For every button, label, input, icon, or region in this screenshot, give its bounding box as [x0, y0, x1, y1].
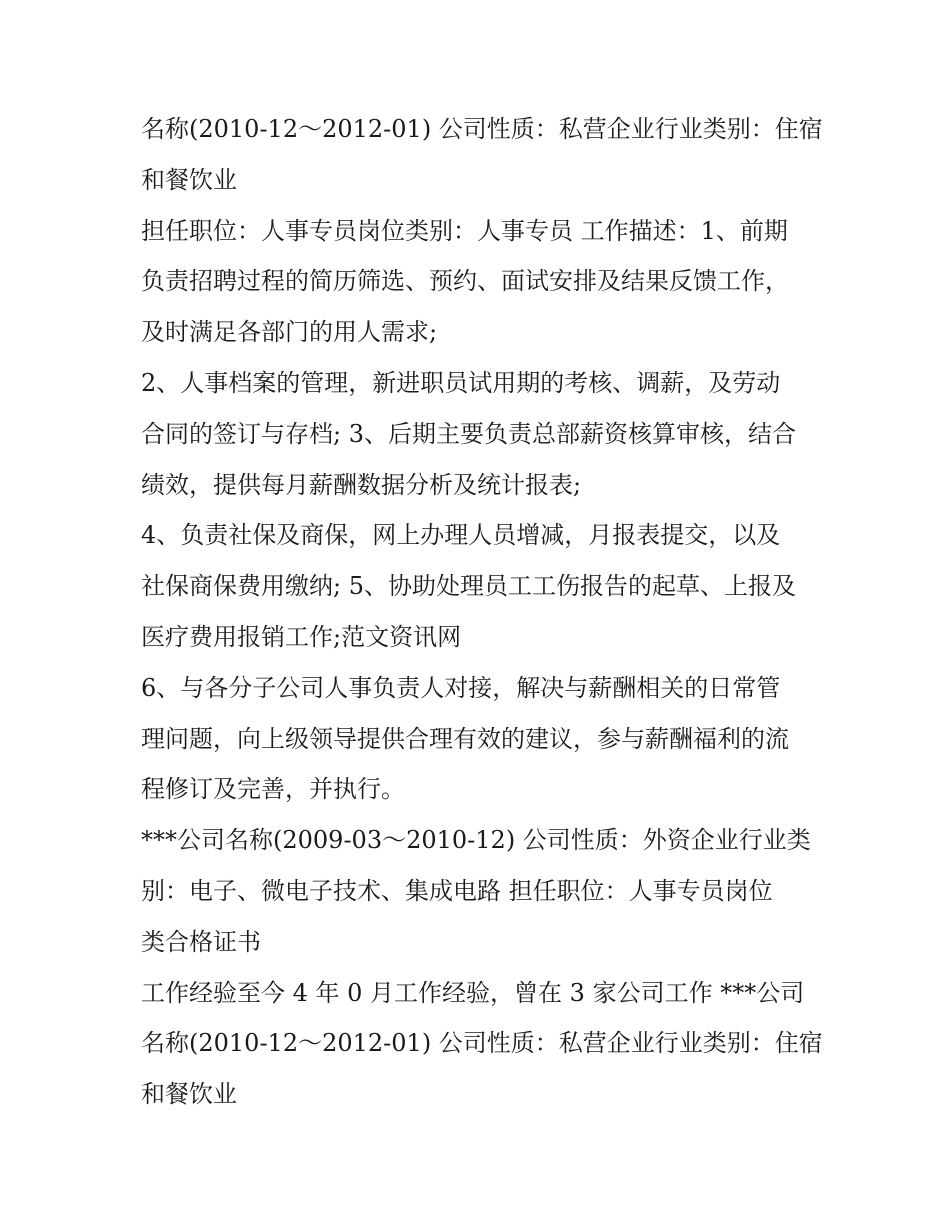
text-line: 4、负责社保及商保，网上办理人员增减，月报表提交，以及 [141, 521, 781, 550]
text-line: 名称(2010-12～2012-01) 公司性质：私营企业行业类别：住宿 [141, 1029, 823, 1058]
text-line: 别：电子、微电子技术、集成电路 担任职位：人事专员岗位 [141, 876, 773, 905]
text-line: 理问题，向上级领导提供合理有效的建议，参与薪酬福利的流 [141, 724, 789, 753]
text-line: 和餐饮业 [141, 1080, 237, 1109]
text-line: 及时满足各部门的用人需求; [141, 318, 438, 347]
text-line: ***公司名称(2009-03～2010-12) 公司性质：外资企业行业类 [141, 826, 811, 855]
text-line: 绩效，提供每月薪酬数据分析及统计报表; [141, 470, 582, 499]
text-line: 合同的签订与存档; 3、后期主要负责总部薪资核算审核，结合 [141, 419, 796, 448]
text-line: 和餐饮业 [141, 165, 237, 194]
text-line: 工作经验至今 4 年 0 月工作经验，曾在 3 家公司工作 ***公司 [141, 978, 805, 1007]
text-line: 程修订及完善，并执行。 [141, 775, 405, 804]
text-line: 2、人事档案的管理，新进职员试用期的考核、调薪，及劳动 [141, 368, 781, 397]
text-line: 6、与各分子公司人事负责人对接，解决与薪酬相关的日常管 [141, 673, 781, 702]
resume-text-block [141, 104, 821, 1120]
text-line: 名称(2010-12～2012-01) 公司性质：私营企业行业类别：住宿 [141, 115, 823, 143]
text-line: 类合格证书 [141, 927, 261, 956]
text-line: 担任职位：人事专员岗位类别：人事专员 工作描述：1、前期 [141, 216, 788, 245]
text-line: 负责招聘过程的简历筛选、预约、面试安排及结果反馈工作， [141, 267, 789, 296]
text-line: 社保商保费用缴纳; 5、协助处理员工工伤报告的起草、上报及 [141, 572, 796, 601]
text-line: 医疗费用报销工作;范文资讯网 [141, 622, 462, 651]
